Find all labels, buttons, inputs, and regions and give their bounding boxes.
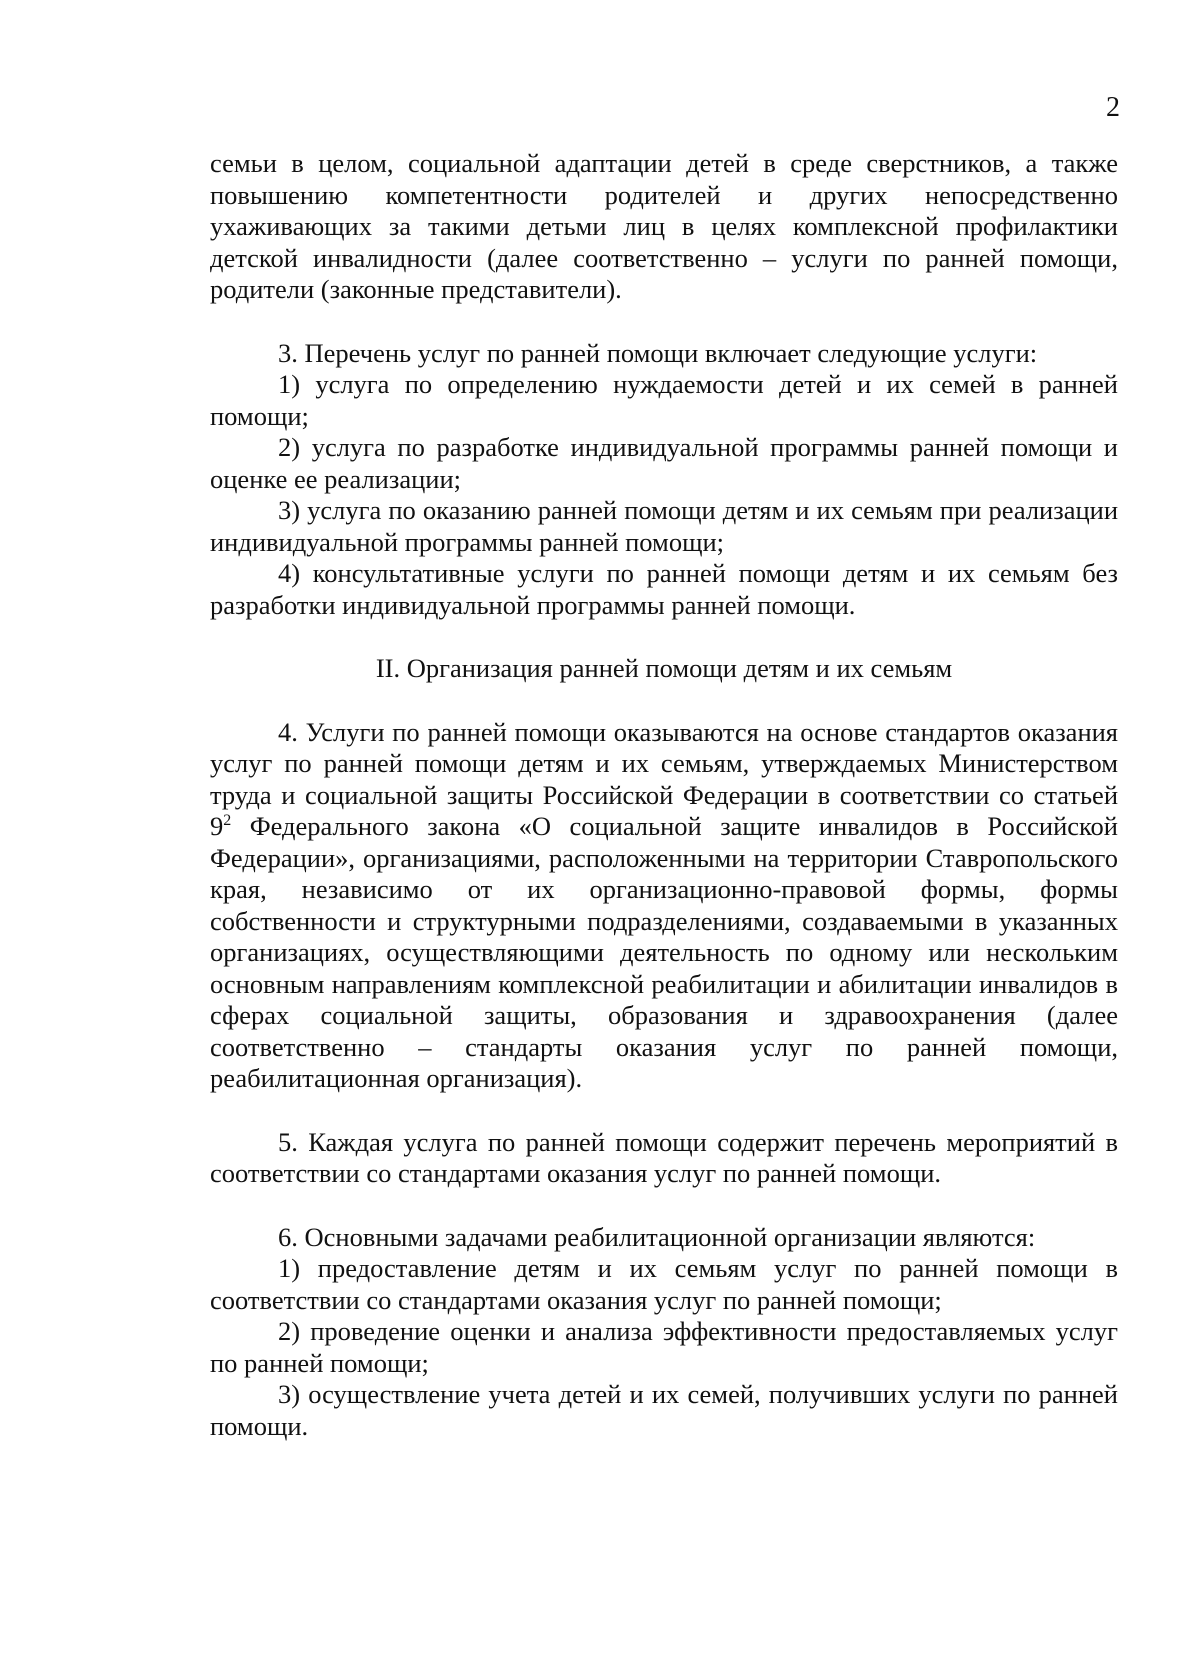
paragraph-3-intro: 3. Перечень услуг по ранней помощи включает следующие услуги: xyxy=(278,337,1038,368)
list-item-3-2: 2) услуга по разработке индивидуальной программы ранней помощи и оценке ее реализации; xyxy=(210,432,1118,494)
paragraph-4 xyxy=(210,717,1118,1095)
paragraph-5: 5. Каждая услуга по ранней помощи содержит перечень мероприятий в соответствии со стандартами оказания услуг по ранней помощи. xyxy=(210,1126,1118,1188)
section-heading: II. Организация ранней помощи детям и их семьям xyxy=(375,653,953,683)
list-item-3-1: 1) услуга по определению нуждаемости детей и их семей в ранней помощи; xyxy=(210,369,1118,431)
list-item-3-3: 3) услуга по оказанию ранней помощи детям и их семьям при реализации индивидуальной программы ранней помощи; xyxy=(210,495,1118,557)
paragraph-4-text-end: Федерального закона «О социальной защите инвалидов в Российской Федерации», организациями, расположенными на территории Ставропольского края, независимо от их организационно-правовой формы, формы собственности и структурными подразделениями, создаваемыми в указанных организациях, осуществляющими деятельность по одному или нескольким основным направлениям комплексной реабилитации и абилитации инвалидов в сферах социальной защиты, образования и здравоохранения (далее соответственно – стандарты оказания услуг по ранней помощи, реабилитационная организация). xyxy=(210,811,1118,1093)
list-item-6-1: 1) предоставление детям и их семьям услуг по ранней помощи в соответствии со стандартами оказания услуг по ранней помощи; xyxy=(210,1253,1118,1315)
list-item-6-3: 3) осуществление учета детей и их семей, получивших услуги по ранней помощи. xyxy=(210,1379,1118,1441)
document-body xyxy=(210,148,1118,1442)
list-item-3-4: 4) консультативные услуги по ранней помощи детям и их семьям без разработки индивидуальной программы ранней помощи. xyxy=(210,558,1118,620)
paragraph-continuation: семьи в целом, социальной адаптации детей в среде сверстников, а также повышению компетентности родителей и других непосредственно ухаживающих за такими детьми лиц в целях комплексной профилактики детской инвалидности (далее соответственно – услуги по ранней помощи, родители (законные представители). xyxy=(210,148,1118,304)
list-item-6-2: 2) проведение оценки и анализа эффективности предоставляемых услуг по ранней помощи; xyxy=(210,1316,1118,1378)
article-superscript: 2 xyxy=(223,812,232,830)
paragraph-6-intro: 6. Основными задачами реабилитационной организации являются: xyxy=(278,1221,1036,1252)
page-number: 2 xyxy=(1106,92,1120,123)
paragraph-4-text-start: 4. Услуги по ранней помощи оказываются на основе стандартов оказания услуг по ранней помощи детям и их семьям, утверждаемых Министерством труда и социальной защиты Российской Федерации в соответствии со статьей 9 xyxy=(210,716,1118,841)
